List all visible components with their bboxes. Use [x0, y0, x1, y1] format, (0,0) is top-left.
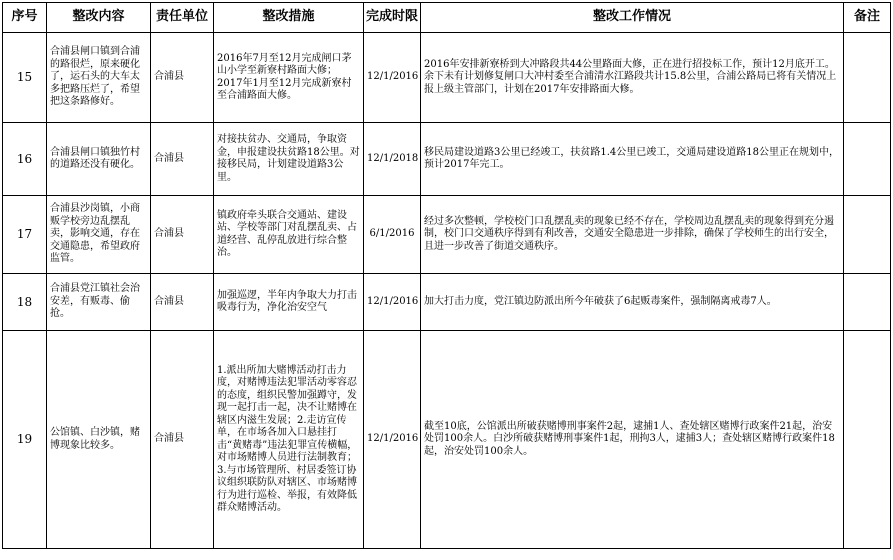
row-content: 合浦县闸口镇独竹村的道路还没有硬化。 [47, 123, 151, 196]
header-measure: 整改措施 [214, 3, 364, 33]
row-status: 加大打击力度，党江镇边防派出所今年破获了6起贩毒案件，强制隔离戒毒7人。 [421, 274, 844, 331]
header-status: 整改工作情况 [421, 3, 844, 33]
row-measure: 2016年7月至12月完成闸口茅山小学至新寮村路面大修；2017年1月至12月完成新寮村至合浦路面大修。 [214, 33, 364, 123]
row-no: 18 [3, 274, 47, 331]
row-deadline: 12/1/2018 [364, 123, 421, 196]
row-measure: 加强巡逻，半年内争取大力打击吸毒行为，净化治安空气 [214, 274, 364, 331]
row-content: 合浦县沙岗镇，小商贩学校旁边乱摆乱卖，影响交通，存在交通隐患，希望政府监管。 [47, 196, 151, 274]
row-status: 经过多次整顿，学校校门口乱摆乱卖的现象已经不存在，学校周边乱摆乱卖的现象得到充分遏制，校门口交通秩序得到有利改善，交通安全隐患进一步排除，确保了学校师生的出行安全，且进一步改善了街道交通秩序。 [421, 196, 844, 274]
row-unit: 合浦县 [151, 196, 214, 274]
row-measure: 对接扶贫办、交通局，争取资金，申报建设扶贫路18公里。对接移民局，计划建设道路3公里。 [214, 123, 364, 196]
row-no: 19 [3, 331, 47, 549]
table-row [3, 196, 891, 274]
row-content: 合浦县党江镇社会治安差，有贩毒、偷抢。 [47, 274, 151, 331]
row-note [844, 123, 891, 196]
row-note [844, 196, 891, 274]
row-unit: 合浦县 [151, 33, 214, 123]
table-row [3, 123, 891, 196]
table-row [3, 33, 891, 123]
row-status: 截至10底，公馆派出所破获赌博刑事案件2起，逮捕1人、查处辖区赌博行政案件21起，治安处罚100余人。白沙所破获赌博刑事案件1起，刑拘3人，逮捕3人；查处辖区赌博行政案件18起，治安处罚100余人。 [421, 331, 844, 549]
row-note [844, 33, 891, 123]
row-deadline: 12/1/2016 [364, 331, 421, 549]
row-no: 17 [3, 196, 47, 274]
header-unit: 责任单位 [151, 3, 214, 33]
row-deadline: 6/1/2016 [364, 196, 421, 274]
header-note: 备注 [844, 3, 891, 33]
header-no: 序号 [3, 3, 47, 33]
row-no: 15 [3, 33, 47, 123]
header-row [3, 3, 891, 33]
rectification-table [2, 2, 891, 549]
row-unit: 合浦县 [151, 331, 214, 549]
header-content: 整改内容 [47, 3, 151, 33]
row-note [844, 274, 891, 331]
row-content: 合浦县闸口镇到合浦的路很烂，原来硬化了，运石头的大车太多把路压烂了，希望把这条路修好。 [47, 33, 151, 123]
row-status: 2016年安排新寮桥到大冲路段共44公里路面大修，正在进行招投标工作，预计12月底开工。余下未有计划修复闸口大冲村委至合浦清水江路段共计15.8公里，合浦公路局已将有关情况上报上级主管部门，计划在2017年安排路面大修。 [421, 33, 844, 123]
row-unit: 合浦县 [151, 274, 214, 331]
table-row [3, 331, 891, 549]
row-content: 公馆镇、白沙镇，赌博现象比较多。 [47, 331, 151, 549]
row-measure: 镇政府牵头联合交通站、建设站、学校等部门对乱摆乱卖、占道经营、乱停乱放进行综合整治。 [214, 196, 364, 274]
header-deadline: 完成时限 [364, 3, 421, 33]
row-deadline: 12/1/2016 [364, 33, 421, 123]
row-no: 16 [3, 123, 47, 196]
row-note [844, 331, 891, 549]
row-status: 移民局建设道路3公里已经竣工，扶贫路1.4公里已竣工，交通局建设道路18公里正在规划中，预计2017年完工。 [421, 123, 844, 196]
row-deadline: 12/1/2016 [364, 274, 421, 331]
row-unit: 合浦县 [151, 123, 214, 196]
row-measure: 1.派出所加大赌博活动打击力度，对赌博违法犯罪活动零容忍的态度，组织民警加强蹲守，发现一起打击一起，决不让赌博在辖区内滋生发展；2.走访宣传单，在市场各加入口悬挂打击“黄赌毒”违法犯罪宣传横幅，对市场赌博人员进行法制教育；3.与市场管理所、村居委签订协议组织联防队对辖区、市场赌博行为进行巡检、举报，有效降低群众赌博活动。 [214, 331, 364, 549]
table-row [3, 274, 891, 331]
